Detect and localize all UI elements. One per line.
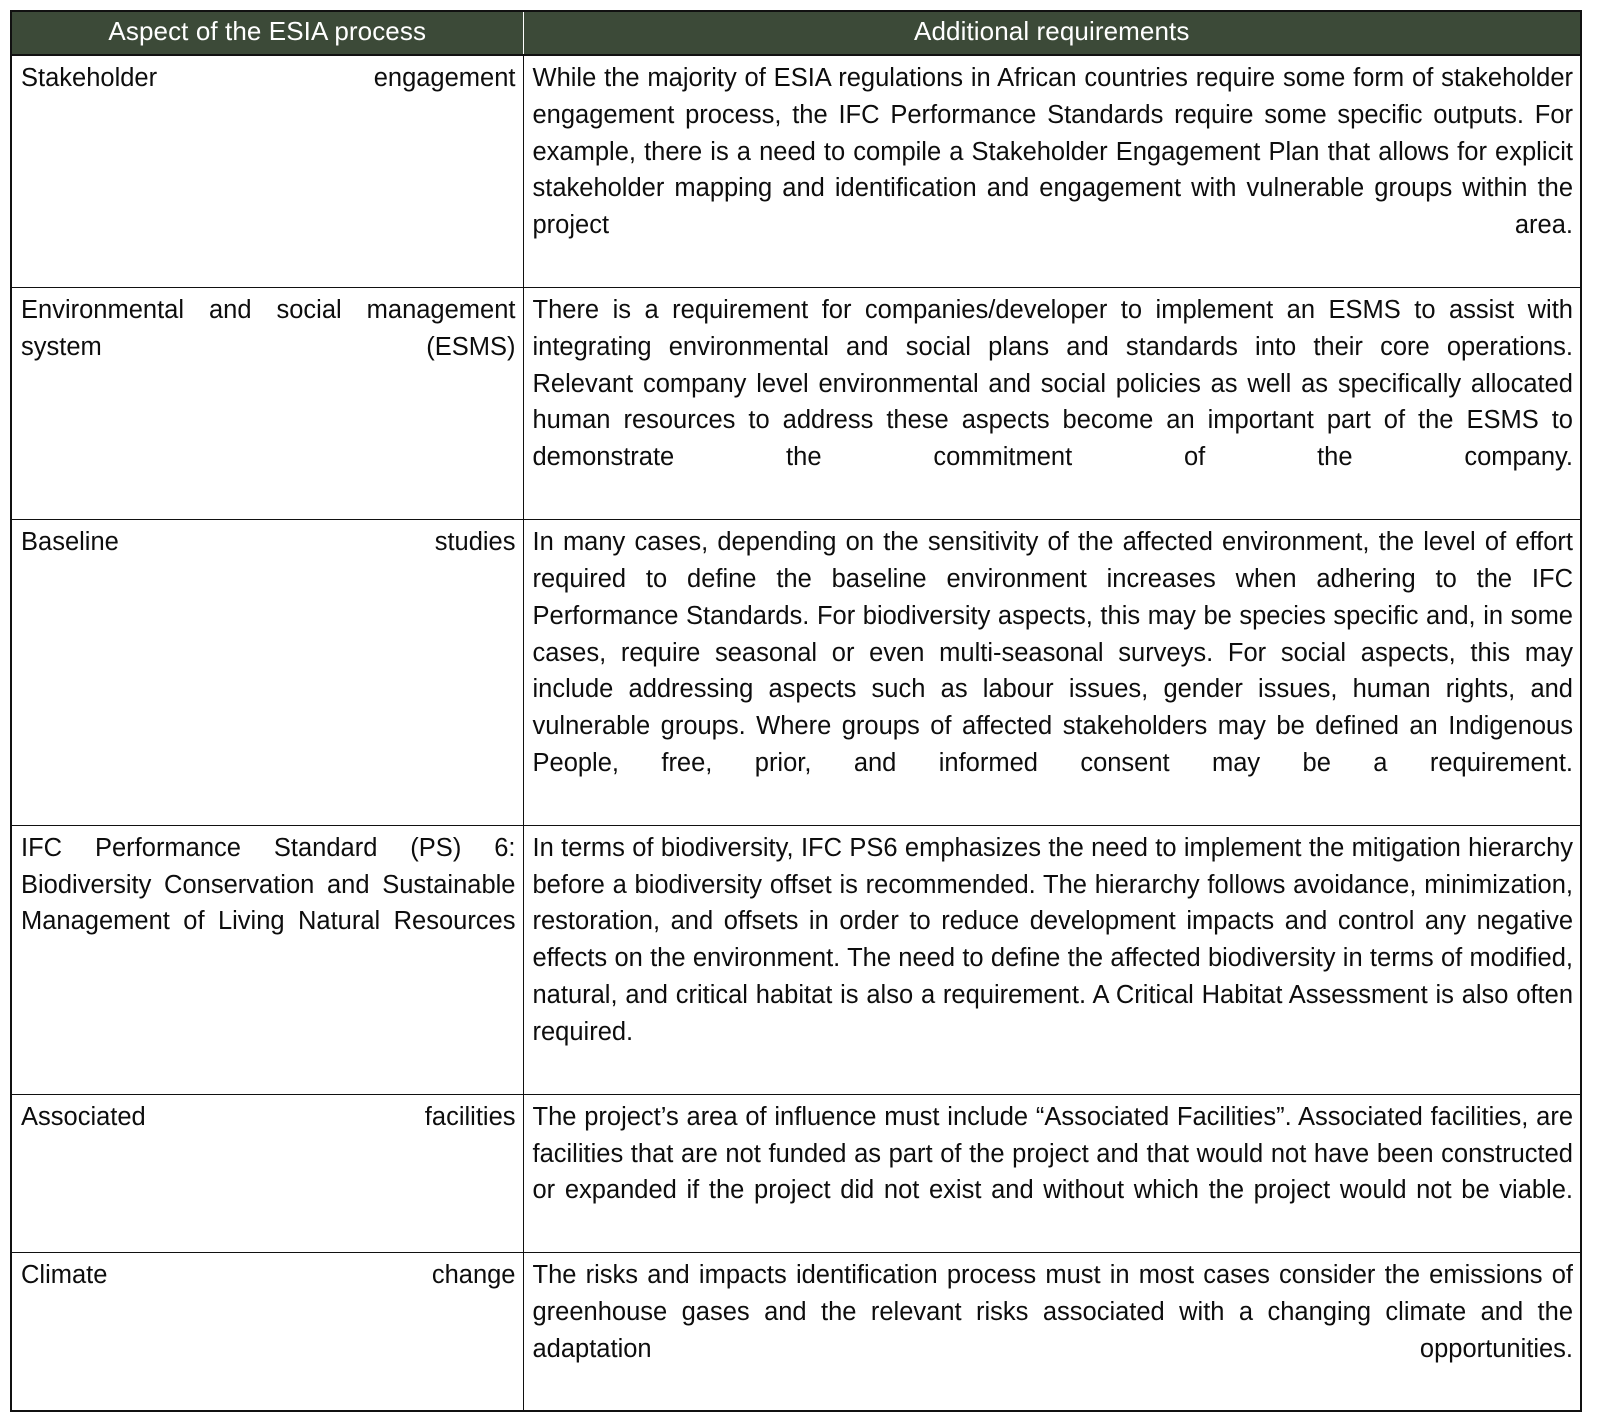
cell-requirement	[523, 287, 1581, 519]
cell-requirement	[523, 520, 1581, 826]
aspect-text: Baseline studies	[21, 528, 516, 557]
table-header	[11, 11, 1581, 55]
column-header-additional-requirements: Additional requirements	[523, 11, 1581, 55]
cell-requirement	[523, 55, 1581, 288]
requirement-text: There is a requirement for companies/developer to implement an ESMS to assist with integrating environmental and social plans and standards into their core operations. Relevant company level environmental and social policies as well as specifically allocated human resources to address these aspects become an important part of the ESMS to demonstrate the commitment of the company.	[532, 295, 1573, 472]
table-header-row	[11, 11, 1581, 55]
cell-aspect	[11, 520, 523, 826]
cell-aspect	[11, 1094, 523, 1252]
cell-aspect	[11, 287, 523, 519]
table-row	[11, 1094, 1581, 1252]
requirement-text: The risks and impacts identification process must in most cases consider the emissions of greenhouse gases and the relevant risks associated with a changing climate and the adaptation opportunities.	[532, 1261, 1573, 1363]
cell-requirement	[523, 1094, 1581, 1252]
requirement-text: In terms of biodiversity, IFC PS6 emphasizes the need to implement the mitigation hierarchy before a biodiversity offset is recommended. The hierarchy follows avoidance, minimization, restoration, and offsets in order to reduce development impacts and control any negative effects on the environment. The need to define the affected biodiversity in terms of modified, natural, and critical habitat is also a requirement. A Critical Habitat Assessment is also often required.	[532, 833, 1573, 1046]
aspect-text: Climate change	[21, 1261, 516, 1290]
column-header-aspect: Aspect of the ESIA process	[11, 11, 523, 55]
aspect-text: Associated facilities	[21, 1102, 516, 1131]
requirement-text: In many cases, depending on the sensitivity of the affected environment, the level of effort required to define the baseline environment increases when adhering to the IFC Performance Standards. For biodiversity aspects, this may be species specific and, in some cases, require seasonal or even multi-seasonal surveys. For social aspects, this may include addressing aspects such as labour issues, gender issues, human rights, and vulnerable groups. Where groups of affected stakeholders may be defined an Indigenous People, free, prior, and informed consent may be a requirement.	[532, 528, 1573, 778]
esia-requirements-table	[10, 10, 1582, 1412]
table-row	[11, 287, 1581, 519]
aspect-text: IFC Performance Standard (PS) 6: Biodiversity Conservation and Sustainable Management of Living Natural Resources	[21, 833, 516, 936]
table-row	[11, 1253, 1581, 1412]
table-row	[11, 520, 1581, 826]
requirement-text: The project’s area of influence must include “Associated Facilities”. Associated facilities, are facilities that are not funded as part of the project and that would not have been constructed or expanded if the project did not exist and without which the project would not be viable.	[532, 1102, 1573, 1205]
aspect-text: Environmental and social management system (ESMS)	[21, 295, 516, 361]
table-body	[11, 55, 1581, 1412]
cell-aspect	[11, 55, 523, 288]
table-row	[11, 55, 1581, 288]
table-row	[11, 825, 1581, 1094]
cell-aspect	[11, 825, 523, 1094]
cell-aspect	[11, 1253, 523, 1412]
aspect-text: Stakeholder engagement	[21, 63, 516, 92]
cell-requirement	[523, 1253, 1581, 1412]
cell-requirement	[523, 825, 1581, 1094]
requirement-text: While the majority of ESIA regulations in African countries require some form of stakeholder engagement process, the IFC Performance Standards require some specific outputs. For example, there is a need to compile a Stakeholder Engagement Plan that allows for explicit stakeholder mapping and identification and engagement with vulnerable groups within the project area.	[532, 63, 1573, 240]
